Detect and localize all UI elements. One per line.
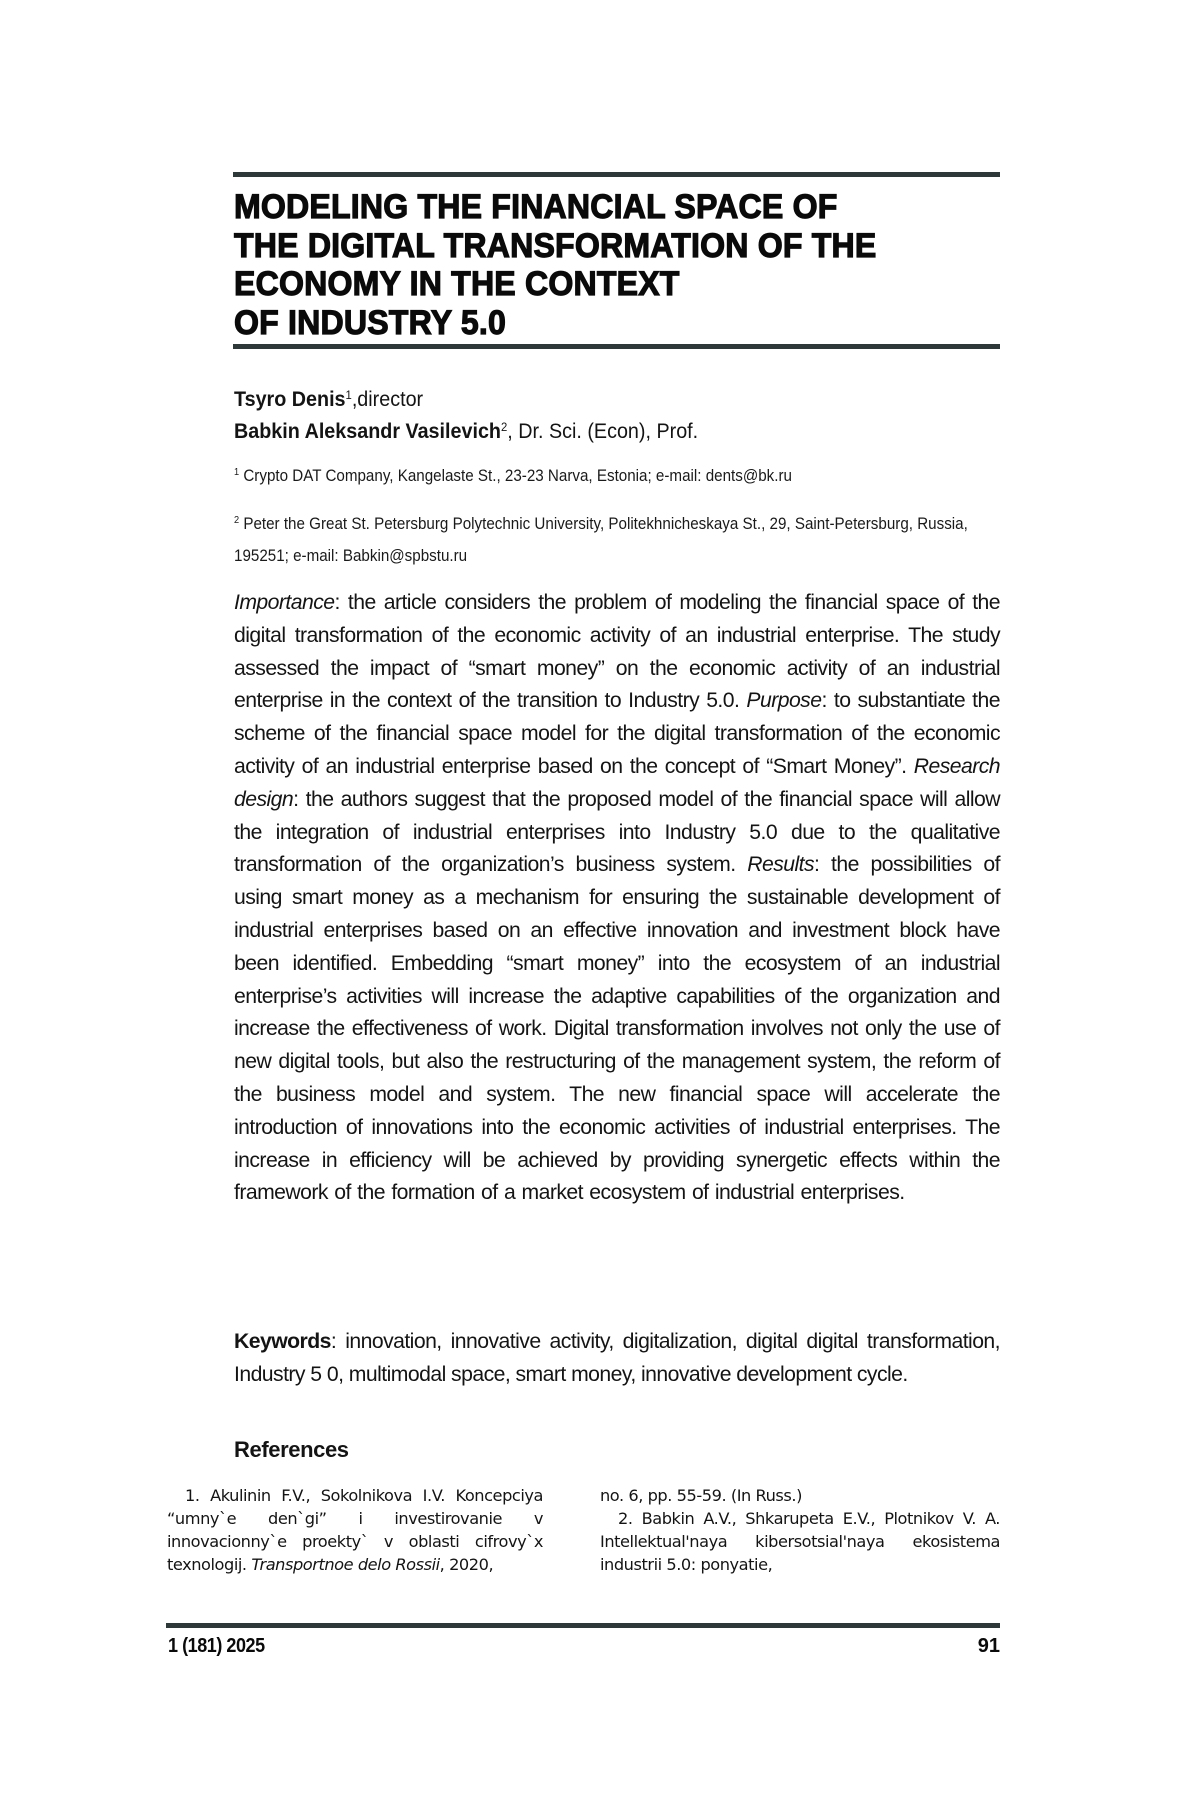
author-affiliation-marker: 1 <box>345 388 352 402</box>
importance-label: Importance <box>234 591 335 614</box>
author-affiliation-marker: 2 <box>500 420 508 434</box>
affiliation-text: Peter the Great St. Petersburg Polytechnic University, Politekhnicheskaya St., 29, Saint-Petersburg, Russia, 195251; e-mail: Babkin@spbstu.ru <box>234 515 968 565</box>
purpose-label: Purpose <box>746 689 822 713</box>
affiliation-1 <box>234 460 998 492</box>
title-bottom-rule <box>233 344 1000 349</box>
results-label: Results <box>747 853 815 877</box>
references-column-right <box>600 1484 1000 1576</box>
title-line: MODELING THE FINANCIAL SPACE OF <box>234 188 838 226</box>
reference-item-2: 2. Babkin A.V., Shkarupeta E.V., Plotnikov V. A. Intellektual'naya kibersotsial'naya ekosistema industrii 5.0: ponyatie, <box>600 1509 1000 1574</box>
affiliation-marker: 1 <box>234 467 240 478</box>
importance-text: : the article considers the problem of modeling the financial space of the digital transformation of the economic activity of an industrial enterprise. The study assessed the impact of “smart money” on the economic activity of an industrial enterprise in the context of the transition to Industry 5.0. <box>234 591 1000 713</box>
title-line: OF INDUSTRY 5.0 <box>234 303 507 342</box>
reference-text: 1. Akulinin F.V., Sokolnikova I.V. Koncepciya “umny`e den`gi” i investirovanie v innovacionny`e proekty` v oblasti cifrovy`x texnologij. <box>167 1486 543 1574</box>
abstract <box>234 587 1000 1210</box>
results-text: : the possibilities of using smart money as a mechanism for ensuring the sustainable development of industrial enterprises based on an effective innovation and investment block have been identified. Embedding “smart money” into the ecosystem of an industrial enterprise’s activities will increase the adaptive capabilities of the organization and increase the effectiveness of work. Digital transformation involves not only the use of new digital tools, but also the restructuring of the management system, the reform of the business model and system. The new financial space will accelerate the introduction of innovations into the economic activities of industrial enterprises. The increase in efficiency will be achieved by providing synergetic effects within the framework of the formation of a market ecosystem of industrial enterprises. <box>234 853 1000 1205</box>
footer-rule <box>166 1623 1000 1628</box>
reference-text: , 2020, <box>439 1555 494 1574</box>
references-heading: References <box>234 1437 349 1462</box>
article-title <box>234 188 959 342</box>
research-design-label: Research design <box>234 754 1000 811</box>
author-list <box>234 384 954 448</box>
affiliation-marker: 2 <box>234 515 240 526</box>
keywords-label: Keywords <box>234 1330 331 1353</box>
title-line: ECONOMY IN THE CONTEXT <box>234 265 680 303</box>
title-top-rule <box>233 172 1000 177</box>
affiliation-2 <box>234 508 998 572</box>
keywords-text: : innovation, innovative activity, digitalization, digital digital transformation, Industry 5 0, multimodal space, smart money, innovative development cycle. <box>234 1330 1000 1386</box>
research-design-text: : the authors suggest that the proposed model of the financial space will allow the integration of industrial enterprises into Industry 5.0 due to the qualitative transformation of the organization’s business system. <box>234 787 1000 877</box>
page-number: 91 <box>977 1635 1000 1657</box>
author-role: ,director <box>351 388 424 411</box>
author-1 <box>234 384 954 416</box>
references-column-left <box>167 1484 543 1576</box>
keywords <box>234 1326 1000 1392</box>
author-2 <box>234 416 954 448</box>
issue-number: 1 (181) 2025 <box>168 1635 265 1657</box>
reference-item-1-continued: no. 6, pp. 55-59. (In Russ.) <box>600 1486 802 1505</box>
purpose-text: : to substantiate the scheme of the financial space model for the digital transformation of the economic activity of an industrial enterprise based on the concept of “Smart Money”. <box>234 689 1000 778</box>
author-name: Tsyro Denis <box>234 388 346 411</box>
author-role: , Dr. Sci. (Econ), Prof. <box>507 420 699 443</box>
reference-journal: Transportnoe delo Rossii <box>251 1555 440 1574</box>
author-name: Babkin Aleksandr Vasilevich <box>234 420 501 443</box>
affiliation-text: Crypto DAT Company, Kangelaste St., 23-23 Narva, Estonia; e-mail: dents@bk.ru <box>239 467 792 485</box>
title-line: THE DIGITAL TRANSFORMATION OF THE <box>234 226 877 265</box>
reference-item-1 <box>167 1484 543 1576</box>
